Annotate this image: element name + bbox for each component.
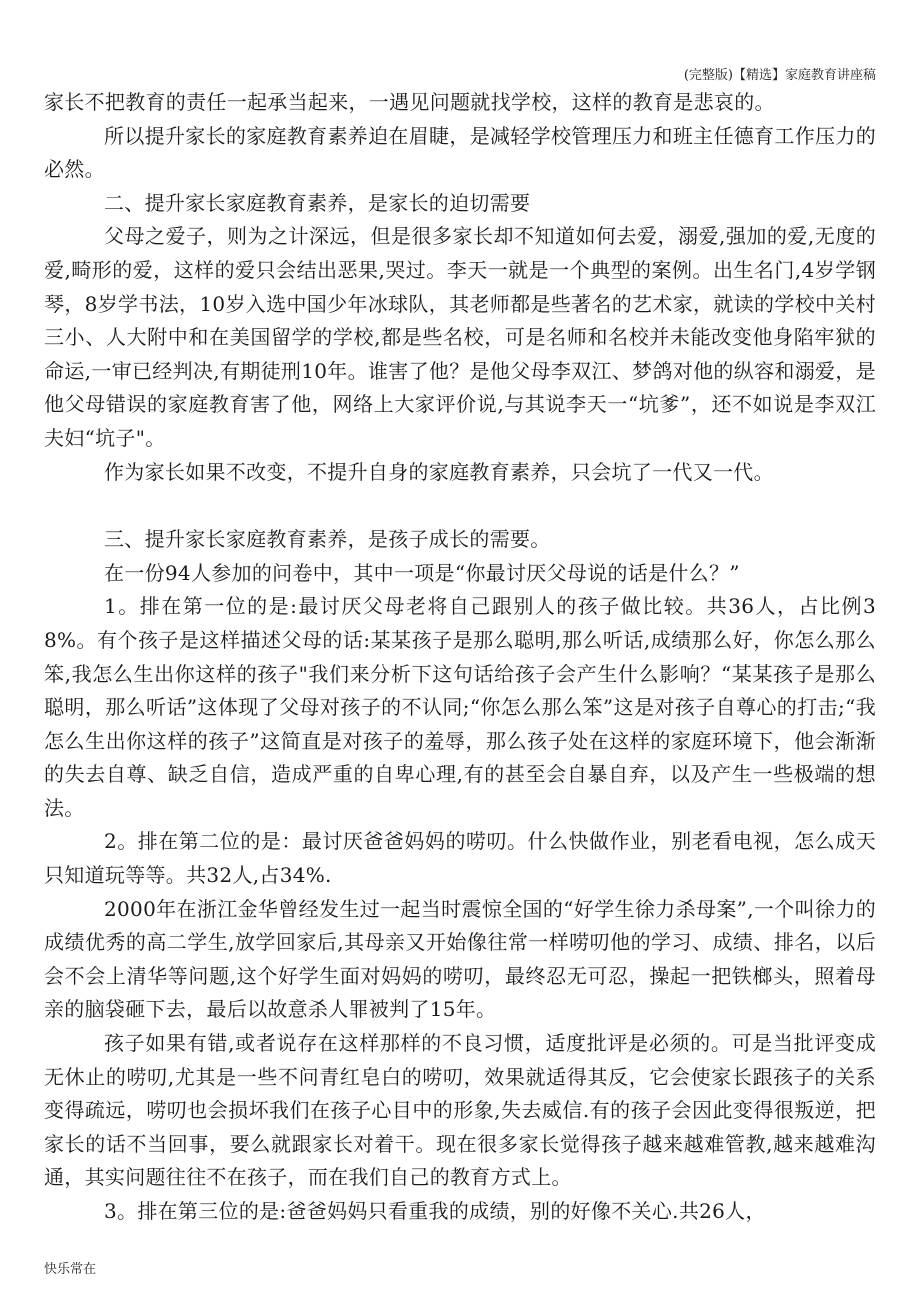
page-footer: 快乐常在 [44,1262,97,1277]
paragraph: 3。排在第三位的是:爸爸妈妈只看重我的成绩，别的好像不关心.共26人， [104,1199,766,1223]
blank-line [44,489,876,523]
paragraph: 所以提升家长的家庭教育素养迫在眉睫，是减轻学校管理压力和班主任德育工作压力的必然。 [44,123,876,182]
paragraph: 2000年在浙江金华曾经发生过一起当时震惊全国的“好学生徐力杀母案”,一个叫徐力的成绩优秀的高二学生,放学回家后,其母亲又开始像往常一样唠叨他的学习、成绩、排名，以后会不会上清华等问题,这个好学生面对妈妈的唠叨，最终忍无可忍，操起一把铁榔头，照着母亲的脑袋砸下去，最后以故意杀人罪被判了15年。 [44,896,876,1022]
document-body [44,86,876,1229]
paragraph: 2。排在第二位的是：最讨厌爸爸妈妈的唠叨。什么快做作业，别老看电视，怎么成天只知道玩等等。共32人,占34%. [44,829,876,888]
page-header: (完整版)【精选】家庭教育讲座稿 [683,68,876,83]
section-heading: 二、提升家长家庭教育素养，是家长的迫切需要 [104,190,531,215]
paragraph: 在一份94人参加的问卷中，其中一项是“你最讨厌父母说的话是什么？” [104,560,740,585]
paragraph: 作为家长如果不改变，不提升自身的家庭教育素养，只会坑了一代又一代。 [104,459,774,484]
paragraph: 1。排在第一位的是:最讨厌父母老将自己跟别人的孩子做比较。共36人，占比例38%。有个孩子是这样描述父母的话:某某孩子是那么聪明,那么听话,成绩那么好，你怎么那么笨,我怎么生出你这样的孩子"我们来分析下这句话给孩子会产生什么影响？“某某孩子是那么聪明，那么听话”这体现了父母对孩子的不认同;“你怎么那么笨”这是对孩子自尊心的打击;“我怎么生出你这样的孩子”这简直是对孩子的羞辱，那么孩子处在这样的家庭环境下，他会渐渐的失去自尊、缺乏自信，造成严重的自卑心理,有的甚至会自暴自弃，以及产生一些极端的想法。 [44,594,876,820]
paragraph: 家长不把教育的责任一起承当起来，一遇见问题就找学校，这样的教育是悲哀的。 [44,90,775,114]
section-heading: 三、提升家长家庭教育素养，是孩子成长的需要。 [104,527,551,552]
paragraph: 孩子如果有错,或者说存在这样那样的不良习惯，适度批评是必须的。可是当批评变成无休止的唠叨,尤其是一些不问青红皂白的唠叨，效果就适得其反，它会使家长跟孩子的关系变得疏远，唠叨也会损坏我们在孩子心目中的形象,失去威信.有的孩子会因此变得很叛逆，把家长的话不当回事，要么就跟家长对着干。现在很多家长觉得孩子越来越难管教,越来越难沟通，其实问题往往不在孩子，而在我们自己的教育方式上。 [44,1031,876,1190]
paragraph: 父母之爱子，则为之计深远，但是很多家长却不知道如何去爱，溺爱,强加的爱,无度的爱,畸形的爱，这样的爱只会结出恶果,哭过。李天一就是一个典型的案例。出生名门,4岁学钢琴，8岁学书法，10岁入选中国少年冰球队，其老师都是些著名的艺术家，就读的学校中关村三小、人大附中和在美国留学的学校,都是些名校，可是名师和名校并未能改变他身陷牢狱的命运,一审已经判决,有期徒刑10年。谁害了他？是他父母李双江、梦鸽对他的纵容和溺爱，是他父母错误的家庭教育害了他，网络上大家评价说,与其说李天一“坑爹”，还不如说是李双江夫妇“坑子"。 [44,224,876,450]
